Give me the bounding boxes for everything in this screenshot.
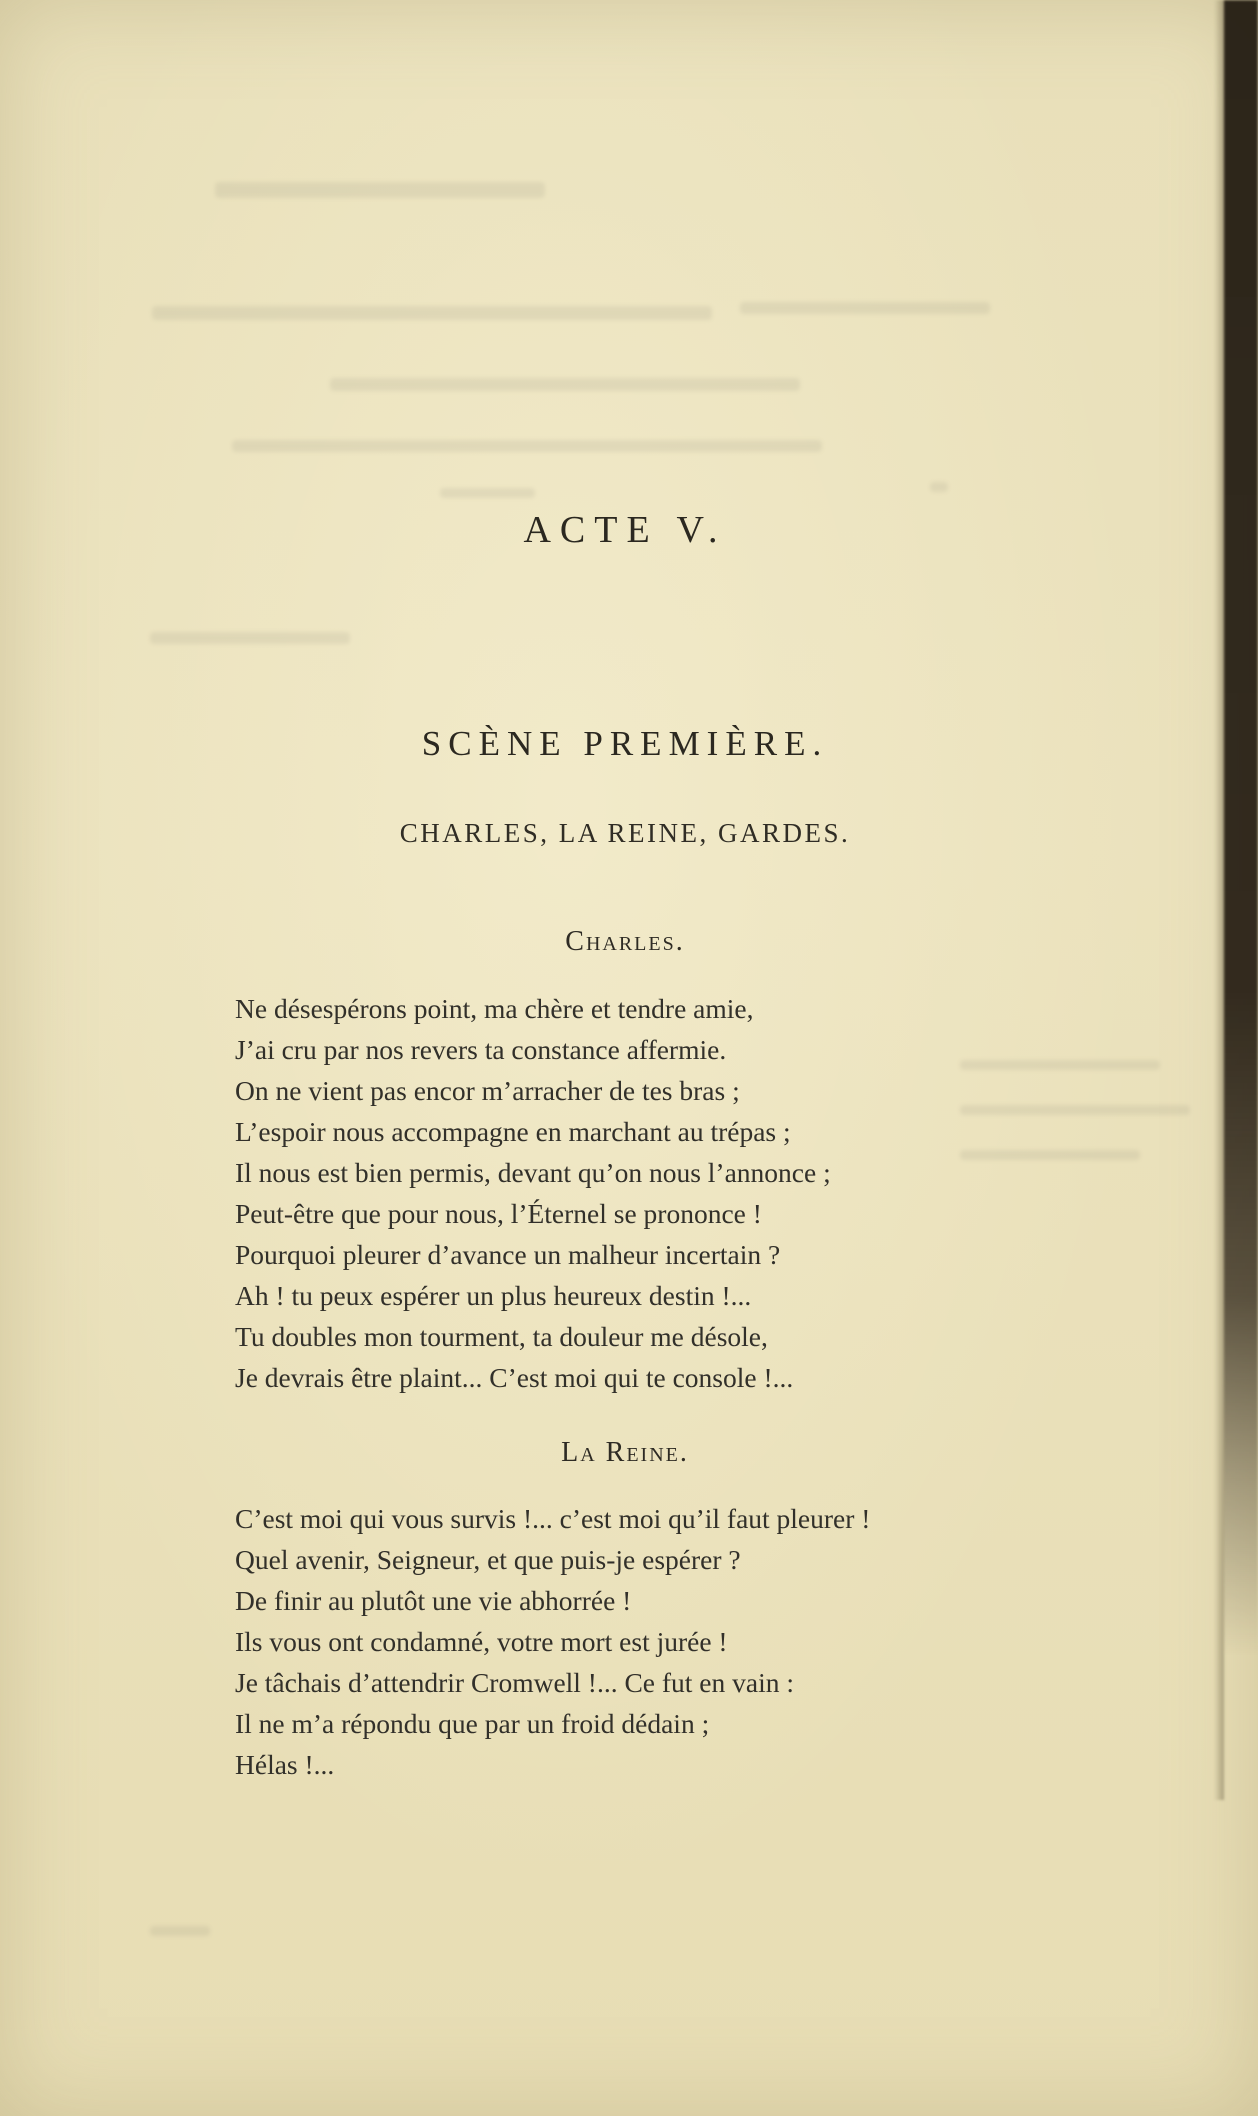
- show-through-text: [215, 182, 545, 198]
- verse-line: Je devrais être plaint... C’est moi qui te console !...: [235, 1362, 794, 1393]
- speaker-name-charles: Charles.: [565, 926, 685, 957]
- verse-line: Ne désespérons point, ma chère et tendre amie,: [235, 993, 754, 1024]
- verse-line: On ne vient pas encor m’arracher de tes bras ;: [235, 1075, 740, 1106]
- scene-heading: SCÈNE PREMIÈRE.: [421, 724, 829, 763]
- verse-line: Quel avenir, Seigneur, et que puis-je espérer ?: [235, 1544, 741, 1575]
- show-through-text: [930, 482, 948, 492]
- show-through-text: [232, 440, 822, 452]
- verse-line: C’est moi qui vous survis !... c’est moi qu’il faut pleurer !: [235, 1503, 871, 1534]
- speech-charles: [235, 988, 1095, 1398]
- verse-line: Pourquoi pleurer d’avance un malheur incertain ?: [235, 1239, 781, 1270]
- show-through-text: [330, 378, 800, 391]
- verse-line: Peut-être que pour nous, l’Éternel se prononce !: [235, 1198, 762, 1229]
- act-heading: ACTE V.: [523, 509, 727, 551]
- show-through-text: [740, 302, 990, 314]
- scan-edge-shadow: [1224, 0, 1258, 1800]
- show-through-text: [440, 488, 535, 498]
- verse-line: Tu doubles mon tourment, ta douleur me désole,: [235, 1321, 768, 1352]
- show-through-text: [150, 632, 350, 644]
- verse-line: Ah ! tu peux espérer un plus heureux destin !...: [235, 1280, 752, 1311]
- verse-line: J’ai cru par nos revers ta constance affermie.: [235, 1034, 727, 1065]
- verse-line: De finir au plutôt une vie abhorrée !: [235, 1585, 632, 1616]
- show-through-text: [152, 306, 712, 320]
- verse-line: Ils vous ont condamné, votre mort est jurée !: [235, 1626, 728, 1657]
- speech-la-reine: [235, 1498, 1095, 1785]
- characters-list: CHARLES, LA REINE, GARDES.: [399, 818, 851, 848]
- show-through-text: [150, 1926, 210, 1936]
- speaker-name-la-reine: La Reine.: [561, 1437, 689, 1468]
- verse-line: L’espoir nous accompagne en marchant au trépas ;: [235, 1116, 791, 1147]
- verse-line: Hélas !...: [235, 1749, 335, 1780]
- verse-line: Il nous est bien permis, devant qu’on nous l’annonce ;: [235, 1157, 831, 1188]
- verse-line: Je tâchais d’attendrir Cromwell !... Ce fut en vain :: [235, 1667, 794, 1698]
- verse-line: Il ne m’a répondu que par un froid dédain ;: [235, 1708, 710, 1739]
